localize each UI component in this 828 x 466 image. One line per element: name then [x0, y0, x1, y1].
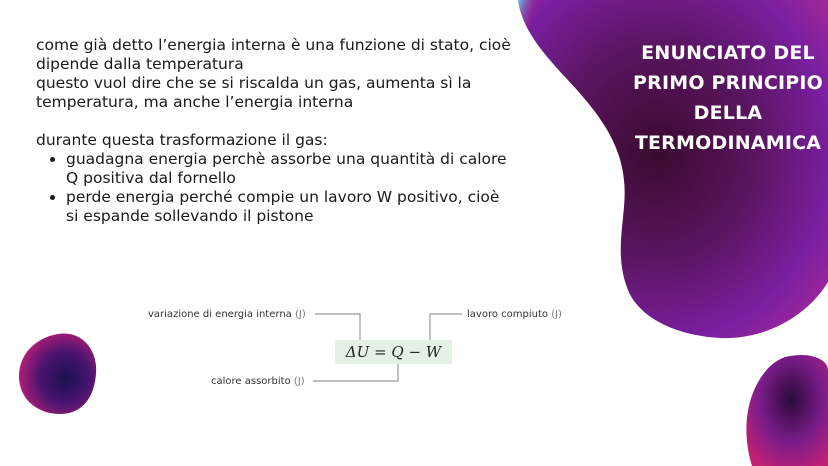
label-unit: (J): [551, 309, 562, 320]
formula-equals: =: [369, 343, 392, 361]
first-law-formula: [335, 340, 452, 364]
label-work: [467, 309, 562, 321]
formula-minus: −: [403, 343, 426, 361]
connector-work: [430, 314, 462, 341]
title-line-3: DELLA: [693, 102, 763, 124]
paragraph-transformation-intro: durante questa trasformazione il gas:: [36, 131, 328, 149]
title-line-1: ENUNCIATO DEL: [641, 42, 815, 64]
connector-heat: [313, 364, 398, 381]
paragraph-heating-gas: questo vuol dire che se si riscalda un gas, aumenta sì la temperatura, ma anche l’energia interna: [36, 74, 472, 111]
paragraph-state-function: come già detto l’energia interna è una funzione di stato, cioè dipende dalla temperatura: [36, 36, 511, 73]
title-line-2: PRIMO PRINCIPIO: [633, 72, 823, 94]
list-item: • perde energia perché compie un lavoro W positivo, cioè si espande sollevando il pistone: [66, 188, 516, 226]
formula-w: W: [425, 343, 442, 361]
label-unit: (J): [293, 376, 305, 387]
list-item: • guadagna energia perchè assorbe una quantità di calore Q positiva dal fornello: [66, 150, 516, 188]
label-heat: [211, 376, 305, 388]
label-work-text: lavoro compiuto: [467, 309, 548, 320]
label-heat-text: calore assorbito: [211, 376, 291, 387]
formula-q: Q: [391, 343, 404, 361]
connector-internal-energy: [315, 314, 360, 341]
formula-delta-u: ΔU: [345, 343, 370, 361]
label-unit: (J): [294, 309, 306, 320]
label-internal-energy: [148, 309, 306, 321]
label-internal-energy-text: variazione di energia interna: [148, 309, 292, 320]
title-line-4: TERMODINAMICA: [634, 132, 822, 154]
